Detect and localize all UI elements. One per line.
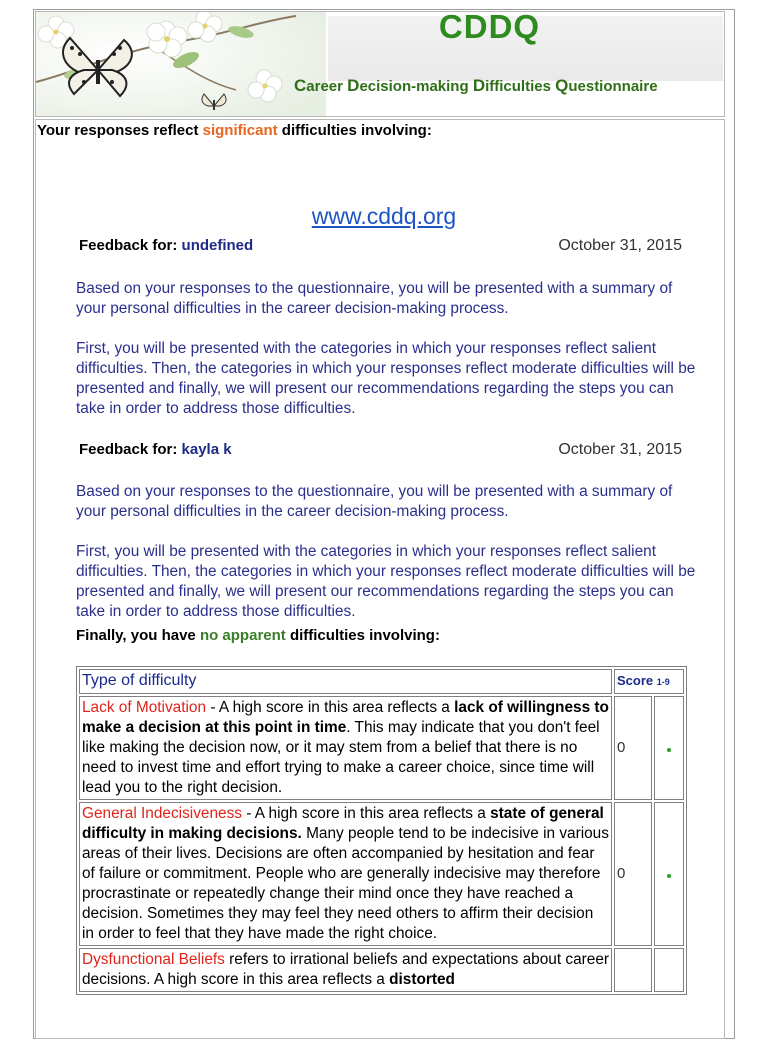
feedback-name: undefined [181,237,254,254]
intro-emphasis: significant [202,122,278,139]
difficulty-text: Many people tend to be indecisive in various areas of their lives. Decisions are often accompanied by hesitation and fear of failure or commitment. People who are generally indecisive may therefore procrastinate or repeatedly change their mind once they have reached a decision. Sometimes they may feel they need others to affirm their decision in order to feel that they have made the right choice. [82,825,609,942]
header-score [614,669,684,694]
table-row [79,802,684,946]
difficulty-title: General Indecisiveness [82,805,242,822]
feedback-paragraph: Based on your responses to the questionnaire, you will be presented with a summary of your personal difficulties in the career decision-making process. [76,483,673,520]
finally-prefix: Finally, you have [76,627,200,644]
intro-line [37,122,432,139]
feedback-label: Feedback for: [79,237,182,254]
difficulty-text: - A high score in this area reflects a [241,805,491,822]
table-header-row [79,669,684,694]
difficulty-text: refers to irrational beliefs and expectations about career decisions. A high score in this area reflects a [82,951,610,988]
logo-text: CDDQ [438,8,541,45]
feedback-name: kayla k [181,441,232,458]
difficulty-title: Lack of Motivation [82,699,207,716]
feedback-label: Feedback for: [79,441,182,458]
finally-suffix: difficulties involving: [285,627,440,644]
intro-suffix: difficulties involving: [277,122,432,139]
butterfly-flowers-image [36,12,326,116]
difficulty-title: Dysfunctional Beliefs [82,951,225,968]
subtitle-word-4: uestionnaire [568,78,658,95]
header-score-label: Score [617,673,654,688]
finally-line [76,627,440,644]
score-indicator [654,802,684,946]
difficulty-bold: lack of willingness to make a decision at this point in time [82,699,609,736]
subtitle-word-3: ifficulties [485,78,556,95]
banner-subtitle [294,76,658,96]
feedback-paragraph: First, you will be presented with the categories in which your responses reflect salient difficulties. Then, the categories in which your responses reflect moderate difficulties will be presented and finally, we will present our recommendations regarding the steps you can take in order to address those difficulties. [76,543,696,620]
finally-emphasis: no apparent [199,627,286,644]
difficulty-score: 0 [614,802,652,946]
difficulty-description [79,802,612,946]
subtitle-word-1: areer [306,78,348,95]
difficulty-table [76,666,687,995]
difficulty-text: - A high score in this area reflects a [206,699,455,716]
difficulty-bold: state of general difficulty in making decisions. [82,805,604,842]
score-indicator [654,696,684,800]
feedback-date: October 31, 2015 [558,441,682,458]
subtitle-cap-1: C [294,76,307,95]
table-row [79,696,684,800]
difficulty-score [614,948,652,992]
feedback-paragraph: First, you will be presented with the categories in which your responses reflect salient difficulties. Then, the categories in which your responses reflect moderate difficulties will be presented and finally, we will present our recommendations regarding the steps you can take in order to address those difficulties. [76,340,696,417]
intro-prefix: Your responses reflect [37,122,203,139]
table-row [79,948,684,992]
difficulty-description [79,948,612,992]
feedback-line-2 [79,441,232,458]
green-dot-icon [667,748,671,752]
header-score-range: 1-9 [656,677,670,687]
green-dot-icon [667,874,671,878]
subtitle-cap-2: D [347,76,360,95]
difficulty-score: 0 [614,696,652,800]
subtitle-cap-3: D [472,76,486,95]
difficulty-text: . This may indicate that you don't feel like making the decision now, or it may stem from a belief that there is no need to invest time and effort trying to make a career choice, since time will lead you to the right decision. [82,719,600,796]
subtitle-word-2: ecision-making [359,78,473,95]
score-indicator [654,948,684,992]
subtitle-cap-4: Q [555,76,569,95]
site-link[interactable]: www.cddq.org [311,203,457,229]
difficulty-bold: distorted [389,971,455,988]
difficulty-description [79,696,612,800]
header-type: Type of difficulty [79,669,612,694]
feedback-line-1 [79,237,253,254]
feedback-paragraph: Based on your responses to the questionnaire, you will be presented with a summary of your personal difficulties in the career decision-making process. [76,280,673,317]
feedback-date: October 31, 2015 [558,237,682,254]
